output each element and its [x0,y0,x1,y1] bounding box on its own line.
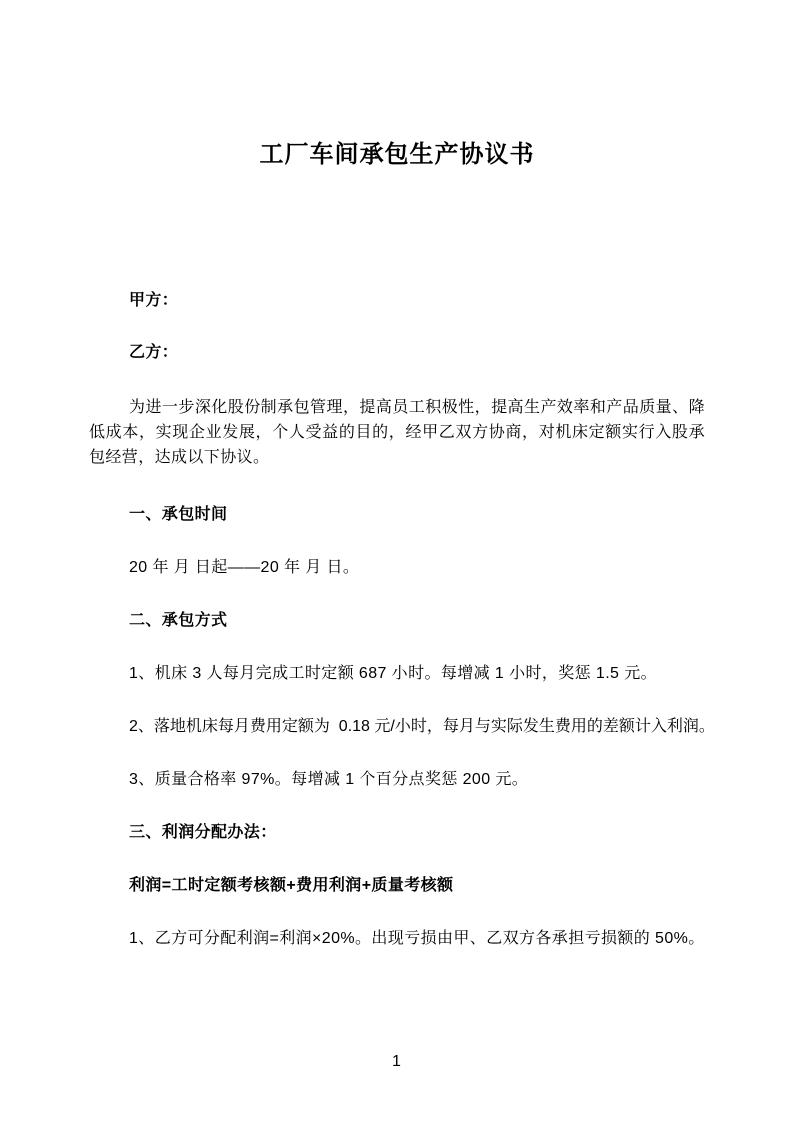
contract-period-line: 20 年 月 日起——20 年 月 日。 [129,559,360,576]
page-number: 1 [392,1053,401,1070]
party-b-line: 乙方： [129,344,179,361]
contract-item-quality-rate: 3、质量合格率 97%。每增减 1 个百分点奖惩 200 元。 [129,771,529,788]
contract-item-profit-distribution: 1、乙方可分配利润=利润×20%。出现亏损由甲、乙双方各承担亏损额的 50%。 [129,930,705,947]
section-1-heading: 一、承包时间 [129,506,228,523]
section-3-heading: 三、利润分配办法： [129,824,277,841]
profit-formula-line: 利润=工时定额考核额+费用利润+质量考核额 [129,877,454,894]
contract-item-floor-machine-cost: 2、落地机床每月费用定额为 0.18 元/小时，每月与实际发生费用的差额计入利润。 [129,718,715,735]
contract-item-machine-quota: 1、机床 3 人每月完成工时定额 687 小时。每增减 1 小时，奖惩 1.5 元。 [129,665,657,682]
document-title: 工厂车间承包生产协议书 [259,141,535,168]
preamble-paragraph: 为进一步深化股份制承包管理，提高员工积极性，提高生产效率和产品质量、降低成本，实现企业发展，个人受益的目的，经甲乙双方协商，对机床定额实行入股承包经营，达成以下协议。 [89,399,705,466]
party-a-line: 甲方： [129,292,179,309]
section-2-heading: 二、承包方式 [129,612,228,629]
document-content [0,138,793,951]
